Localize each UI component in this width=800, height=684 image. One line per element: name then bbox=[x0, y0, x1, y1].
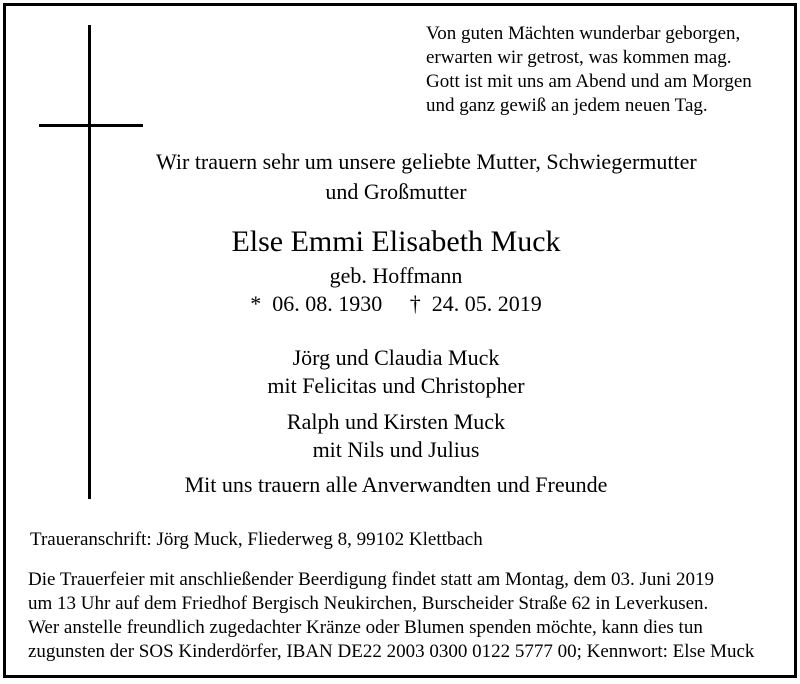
birth-date: 06. 08. 1930 bbox=[272, 291, 383, 316]
family-names: Jörg und Claudia Muck bbox=[292, 345, 500, 370]
poem-line: und ganz gewiß an jedem neuen Tag. bbox=[426, 95, 708, 116]
mourning-line: und Großmutter bbox=[325, 179, 467, 204]
birth-name: geb. Hoffmann bbox=[329, 263, 463, 288]
poem-line: Gott ist mit uns am Abend und am Morgen bbox=[426, 71, 752, 92]
ceremony-line: Die Trauerfeier mit anschließender Beerdigung findet statt am Montag, dem 03. Juni 2019 bbox=[28, 569, 714, 590]
mourning-statement bbox=[156, 147, 697, 207]
ceremony-details bbox=[28, 568, 788, 664]
obituary-notice bbox=[3, 3, 797, 678]
ceremony-line: Wer anstelle freundlich zugedachter Kränze oder Blumen spenden möchte, kann dies tun bbox=[28, 617, 703, 638]
death-date: 24. 05. 2019 bbox=[431, 291, 542, 316]
family-children: mit Felicitas und Christopher bbox=[267, 373, 525, 398]
death-symbol: † bbox=[409, 291, 421, 316]
mourning-line: Wir trauern sehr um unsere geliebte Mutter, Schwiegermutter bbox=[156, 149, 697, 174]
family-children: mit Nils und Julius bbox=[312, 437, 480, 462]
family-names: Ralph und Kirsten Muck bbox=[286, 409, 506, 434]
life-dates bbox=[156, 289, 636, 319]
birth-symbol: * bbox=[250, 291, 262, 316]
mourning-address: Traueranschrift: Jörg Muck, Fliederweg 8, 99102 Klettbach bbox=[30, 529, 483, 550]
ceremony-line: zugunsten der SOS Kinderdörfer, IBAN DE22 2003 0300 0122 5777 00; Kennwort: Else Muck bbox=[28, 641, 755, 662]
deceased-name: Else Emmi Elisabeth Muck bbox=[231, 225, 561, 258]
family-group bbox=[156, 344, 636, 400]
poem bbox=[426, 22, 786, 118]
poem-line: Von guten Mächten wunderbar geborgen, bbox=[426, 23, 741, 44]
cross-icon-horizontal-bar bbox=[39, 124, 143, 127]
ceremony-line: um 13 Uhr auf dem Friedhof Bergisch Neukirchen, Burscheider Straße 62 in Leverkusen. bbox=[28, 593, 709, 614]
cross-icon-vertical-bar bbox=[88, 25, 91, 499]
family-group bbox=[156, 408, 636, 464]
closing-line: Mit uns trauern alle Anverwandten und Freunde bbox=[184, 472, 608, 497]
poem-line: erwarten wir getrost, was kommen mag. bbox=[426, 47, 732, 68]
